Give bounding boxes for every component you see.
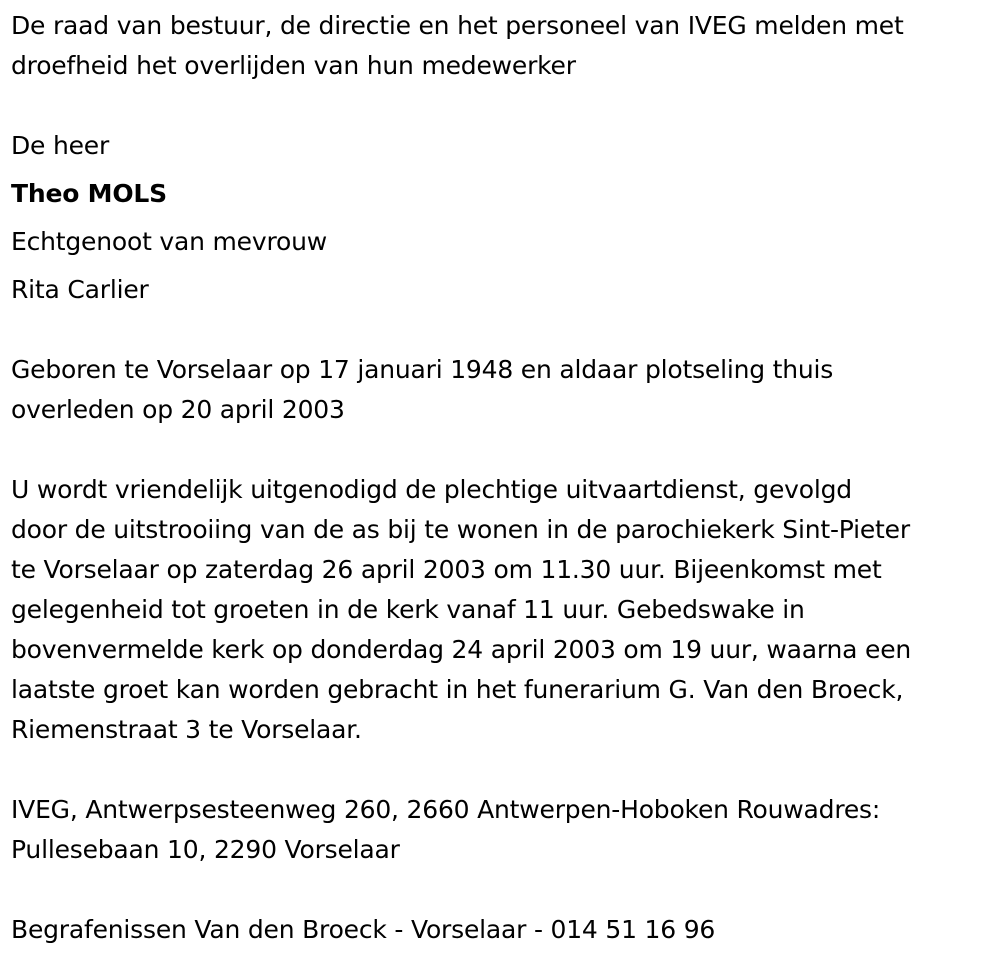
birth-death-paragraph xyxy=(11,350,986,430)
invitation-line: U wordt vriendelijk uitgenodigd de plechtige uitvaartdienst, gevolgd xyxy=(11,475,852,504)
addresses-paragraph xyxy=(11,790,986,870)
birth-death-line: overleden op 20 april 2003 xyxy=(11,395,345,424)
death-notice xyxy=(11,6,986,950)
invitation-line: bovenvermelde kerk op donderdag 24 april 2003 om 19 uur, waarna een xyxy=(11,635,912,664)
invitation-line: gelegenheid tot groeten in de kerk vanaf 11 uur. Gebedswake in xyxy=(11,595,805,624)
spacer xyxy=(11,86,986,126)
intro-paragraph xyxy=(11,6,986,86)
spouse-name: Rita Carlier xyxy=(11,275,149,304)
spacer xyxy=(11,430,986,470)
funeral-home-paragraph xyxy=(11,910,986,950)
funeral-home-line: Begrafenissen Van den Broeck - Vorselaar - 014 51 16 96 xyxy=(11,915,716,944)
invitation-line: door de uitstrooiing van de as bij te wonen in de parochiekerk Sint-Pieter xyxy=(11,515,910,544)
deceased-name: Theo MOLS xyxy=(11,179,167,208)
intro-line: De raad van bestuur, de directie en het personeel van IVEG melden met xyxy=(11,11,904,40)
address-line: Pullesebaan 10, 2290 Vorselaar xyxy=(11,835,400,864)
invitation-line: te Vorselaar op zaterdag 26 april 2003 om 11.30 uur. Bijeenkomst met xyxy=(11,555,882,584)
deceased-block xyxy=(11,122,986,314)
address-line: IVEG, Antwerpsesteenweg 260, 2660 Antwerpen-Hoboken Rouwadres: xyxy=(11,795,881,824)
salutation: De heer xyxy=(11,131,110,160)
birth-death-line: Geboren te Vorselaar op 17 januari 1948 en aldaar plotseling thuis xyxy=(11,355,834,384)
invitation-line: Riemenstraat 3 te Vorselaar. xyxy=(11,715,362,744)
invitation-paragraph xyxy=(11,470,986,750)
spouse-label: Echtgenoot van mevrouw xyxy=(11,227,327,256)
intro-line: droefheid het overlijden van hun medewerker xyxy=(11,51,576,80)
spacer xyxy=(11,870,986,910)
invitation-line: laatste groet kan worden gebracht in het funerarium G. Van den Broeck, xyxy=(11,675,904,704)
spacer xyxy=(11,750,986,790)
spacer xyxy=(11,314,986,350)
